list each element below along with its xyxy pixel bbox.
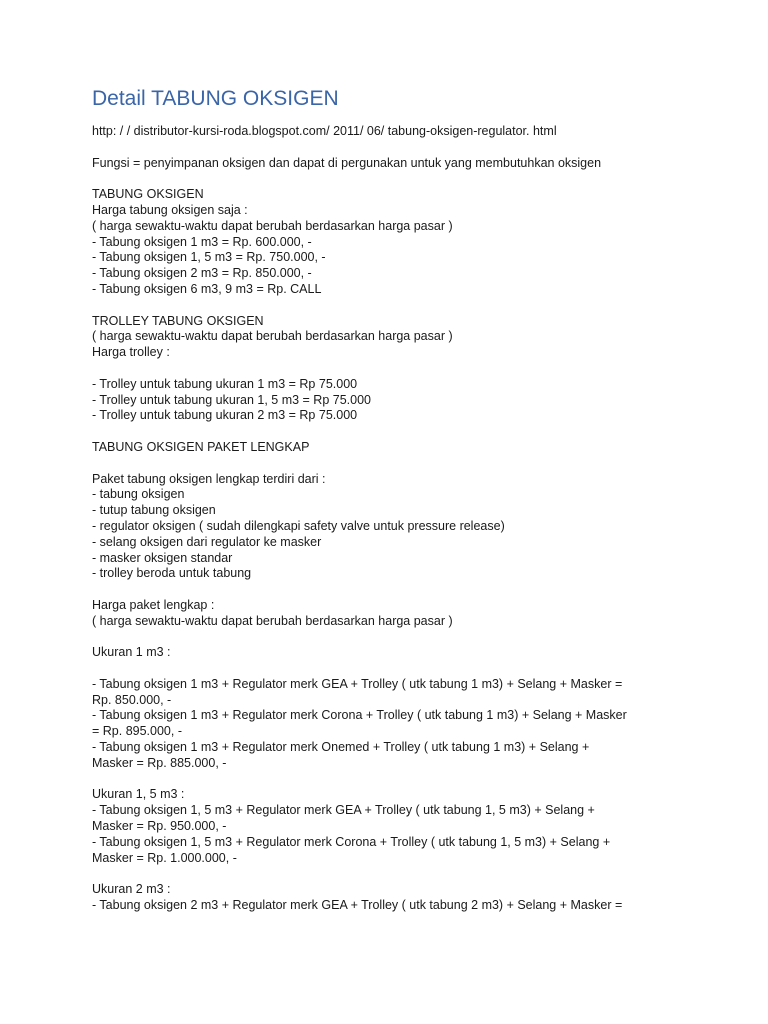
text-line: TABUNG OKSIGEN PAKET LENGKAP: [92, 439, 310, 454]
text-line: - selang oksigen dari regulator ke masker: [92, 534, 322, 549]
blank-line: [92, 140, 692, 156]
text-line: Harga trolley :: [92, 345, 170, 360]
text-line: ( harga sewaktu-waktu dapat berubah berdasarkan harga pasar ): [92, 613, 453, 628]
text-line: - masker oksigen standar: [92, 550, 233, 565]
blank-line: [92, 772, 692, 788]
text-line: - Trolley untuk tabung ukuran 2 m3 = Rp 75.000: [92, 408, 358, 423]
text-line: http: / / distributor-kursi-roda.blogspot.com/ 2011/ 06/ tabung-oksigen-regulator. html: [92, 124, 557, 138]
text-line: - Tabung oksigen 1 m3 = Rp. 600.000, -: [92, 234, 312, 249]
blank-line: [92, 171, 692, 187]
blank-line: [92, 661, 692, 677]
text-line: Harga tabung oksigen saja :: [92, 202, 248, 217]
blank-line: [92, 424, 692, 440]
document-body: [92, 124, 692, 914]
text-line: = Rp. 895.000, -: [92, 724, 182, 739]
text-line: Rp. 850.000, -: [92, 692, 172, 707]
text-line: - Tabung oksigen 6 m3, 9 m3 = Rp. CALL: [92, 281, 322, 296]
text-line: - Tabung oksigen 1 m3 + Regulator merk GEA + Trolley ( utk tabung 1 m3) + Selang + Masker =: [92, 676, 623, 691]
document-page: [92, 84, 692, 914]
text-line: - tutup tabung oksigen: [92, 503, 216, 518]
text-line: TABUNG OKSIGEN: [92, 187, 204, 202]
blank-line: [92, 866, 692, 882]
text-line: Ukuran 1, 5 m3 :: [92, 787, 185, 802]
text-line: Masker = Rp. 885.000, -: [92, 755, 227, 770]
text-line: Harga paket lengkap :: [92, 597, 215, 612]
blank-line: [92, 456, 692, 472]
text-line: Masker = Rp. 950.000, -: [92, 819, 227, 834]
document-title: Detail TABUNG OKSIGEN: [92, 87, 339, 110]
text-line: Fungsi = penyimpanan oksigen dan dapat di pergunakan untuk yang membutuhkan oksigen: [92, 155, 602, 170]
text-line: - Tabung oksigen 2 m3 = Rp. 850.000, -: [92, 266, 312, 281]
text-line: - Tabung oksigen 1, 5 m3 + Regulator merk Corona + Trolley ( utk tabung 1, 5 m3) + Selang +: [92, 834, 611, 849]
blank-line: [92, 298, 692, 314]
text-line: - Trolley untuk tabung ukuran 1, 5 m3 = Rp 75.000: [92, 392, 371, 407]
text-line: - Tabung oksigen 1, 5 m3 + Regulator merk GEA + Trolley ( utk tabung 1, 5 m3) + Selang +: [92, 803, 595, 818]
text-line: - Tabung oksigen 2 m3 + Regulator merk GEA + Trolley ( utk tabung 2 m3) + Selang + Masker =: [92, 898, 623, 913]
text-line: Paket tabung oksigen lengkap terdiri dari :: [92, 471, 326, 486]
blank-line: [92, 630, 692, 646]
blank-line: [92, 582, 692, 598]
text-line: TROLLEY TABUNG OKSIGEN: [92, 313, 264, 328]
text-line: ( harga sewaktu-waktu dapat berubah berdasarkan harga pasar ): [92, 218, 453, 233]
text-line: - trolley beroda untuk tabung: [92, 566, 252, 581]
text-line: - Tabung oksigen 1 m3 + Regulator merk Corona + Trolley ( utk tabung 1 m3) + Selang + Masker: [92, 708, 627, 723]
text-line: Ukuran 2 m3 :: [92, 882, 171, 897]
text-line: - Tabung oksigen 1, 5 m3 = Rp. 750.000, -: [92, 250, 326, 265]
text-line: - Trolley untuk tabung ukuran 1 m3 = Rp 75.000: [92, 376, 358, 391]
text-line: Ukuran 1 m3 :: [92, 645, 171, 660]
text-line: ( harga sewaktu-waktu dapat berubah berdasarkan harga pasar ): [92, 329, 453, 344]
text-line: - tabung oksigen: [92, 487, 185, 502]
text-line: - regulator oksigen ( sudah dilengkapi safety valve untuk pressure release): [92, 518, 505, 533]
blank-line: [92, 361, 692, 377]
text-line: Masker = Rp. 1.000.000, -: [92, 850, 237, 865]
text-line: - Tabung oksigen 1 m3 + Regulator merk Onemed + Trolley ( utk tabung 1 m3) + Selang +: [92, 740, 590, 755]
